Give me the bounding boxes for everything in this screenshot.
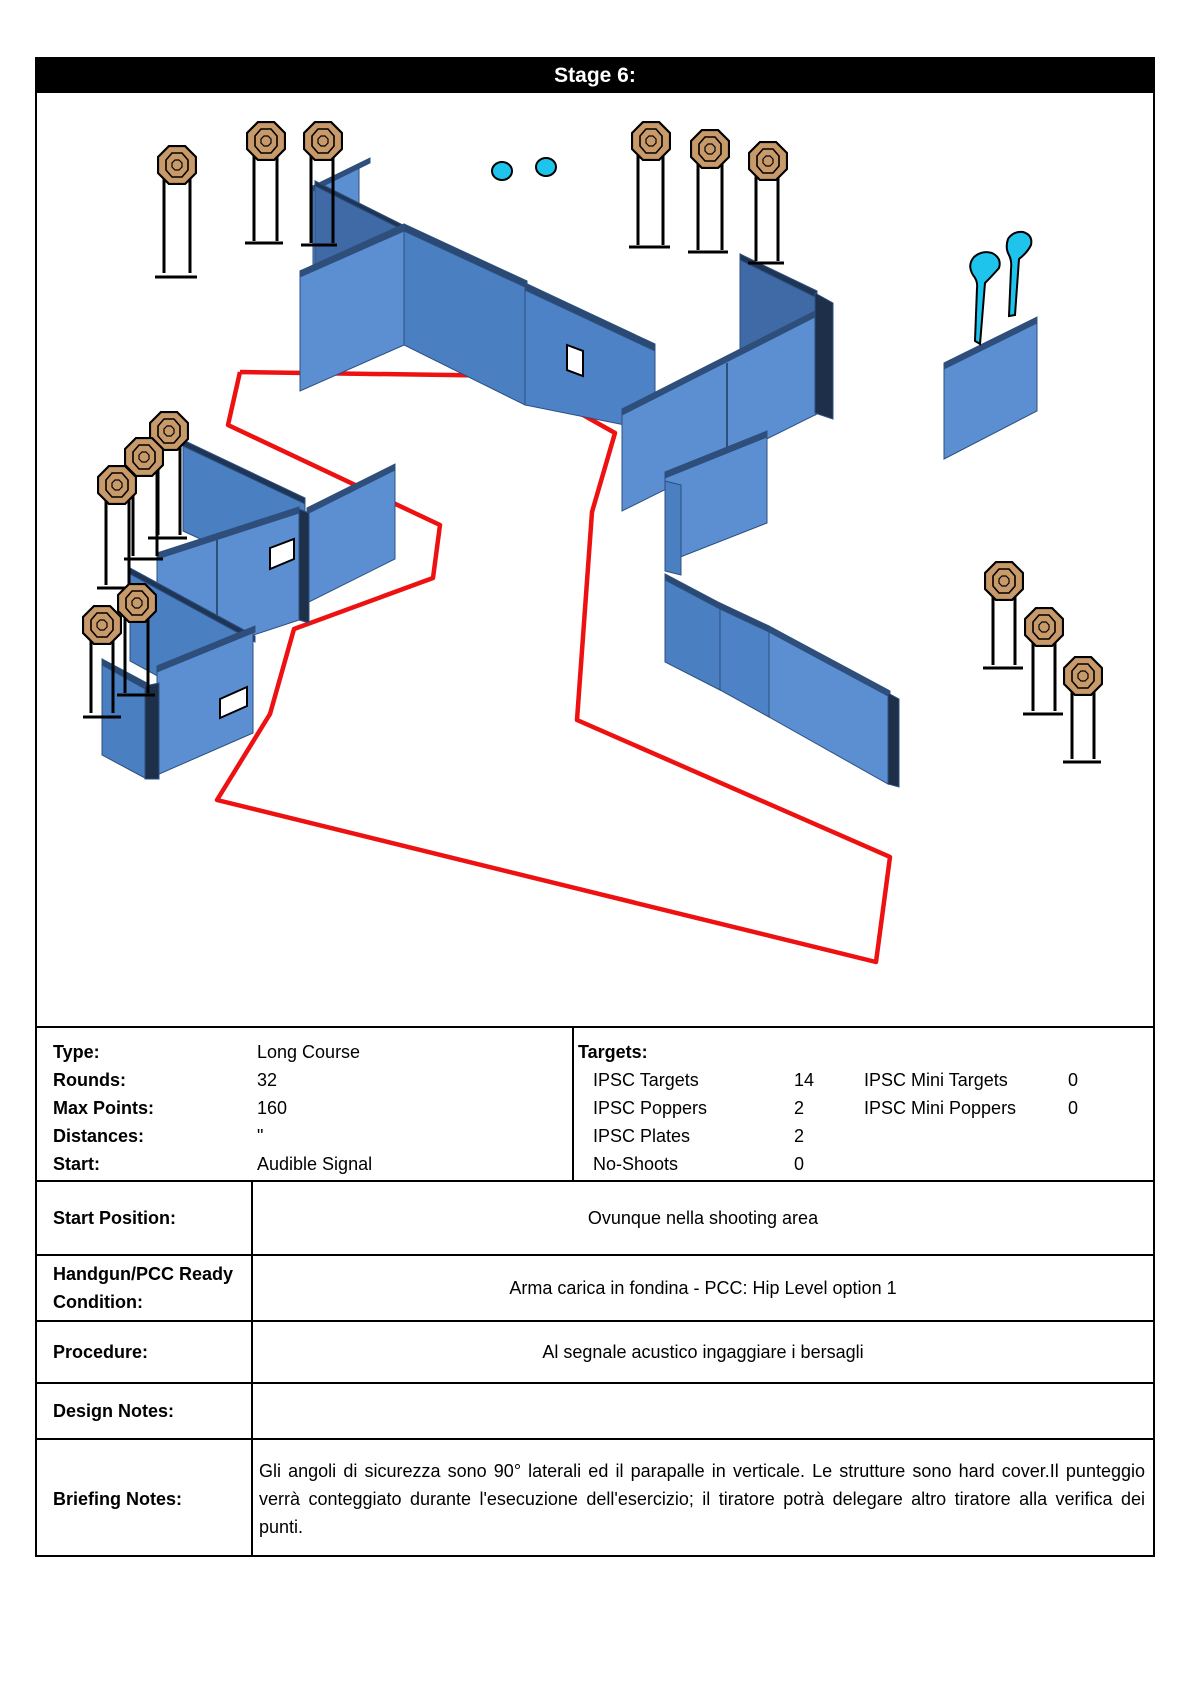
start-value: Audible Signal <box>257 1154 373 1174</box>
wall-section <box>665 574 899 787</box>
type-value: Long Course <box>257 1042 361 1062</box>
steel-plate <box>536 158 556 176</box>
start-label: Start: <box>53 1154 101 1174</box>
procedure-label: Procedure: <box>37 1322 253 1382</box>
wall-section <box>300 158 655 431</box>
mini-target-count-label: IPSC Mini Targets <box>864 1070 1008 1090</box>
start-position-row <box>37 1182 1153 1256</box>
popper-count-label: IPSC Poppers <box>593 1098 708 1118</box>
rounds-label: Rounds: <box>53 1070 126 1090</box>
noshoot-count-value: 0 <box>794 1154 805 1174</box>
stage-details <box>37 1182 1153 1557</box>
stage-title: Stage 6: <box>37 59 1153 93</box>
stage-info <box>37 1026 1153 1182</box>
info-divider <box>572 1028 574 1180</box>
procedure-value: Al segnale acustico ingaggiare i bersagli <box>542 1342 864 1362</box>
start-position-label: Start Position: <box>37 1182 253 1254</box>
stage-sheet <box>35 57 1155 1557</box>
design-notes-row <box>37 1384 1153 1440</box>
plate-count-label: IPSC Plates <box>593 1126 691 1146</box>
noshoot-count-label: No-Shoots <box>593 1154 679 1174</box>
target-count-label: IPSC Targets <box>593 1070 699 1090</box>
mini-target-count-value: 0 <box>1068 1070 1079 1090</box>
briefing-notes-label: Briefing Notes: <box>37 1440 253 1557</box>
rounds-value: 32 <box>257 1070 278 1090</box>
distances-label: Distances: <box>53 1126 145 1146</box>
design-notes-value <box>253 1384 1153 1438</box>
ready-condition-row <box>37 1256 1153 1322</box>
wall-section <box>622 254 833 575</box>
start-position-value: Ovunque nella shooting area <box>587 1208 819 1228</box>
steel-plate <box>492 162 512 180</box>
ready-condition-value: Arma carica in fondina - PCC: Hip Level option 1 <box>509 1278 897 1298</box>
mini-popper-count-label: IPSC Mini Poppers <box>864 1098 1017 1118</box>
briefing-notes-value: Gli angoli di sicurezza sono 90° laterali ed il parapalle in verticale. Le strutture sono hard cover.Il punteggio verrà conteggiato durante l'esecuzione dell'esercizio; il tiratore potrà delegare altro tiratore alla verifica dei punti. <box>259 1460 1145 1537</box>
distances-value: " <box>257 1126 264 1146</box>
wall-section <box>944 317 1037 459</box>
stage-diagram <box>37 93 1153 1026</box>
popper-count-value: 2 <box>794 1098 805 1118</box>
design-notes-label: Design Notes: <box>37 1384 253 1438</box>
type-label: Type: <box>53 1042 100 1062</box>
targets-heading: Targets: <box>578 1042 648 1062</box>
target-count-value: 14 <box>794 1070 815 1090</box>
maxpoints-label: Max Points: <box>53 1098 155 1118</box>
maxpoints-value: 160 <box>257 1098 288 1118</box>
briefing-notes-row <box>37 1440 1153 1557</box>
ready-condition-label: Handgun/PCC Ready Condition: <box>37 1256 253 1320</box>
mini-popper-count-value: 0 <box>1068 1098 1079 1118</box>
plate-count-value: 2 <box>794 1126 805 1146</box>
procedure-row <box>37 1322 1153 1384</box>
